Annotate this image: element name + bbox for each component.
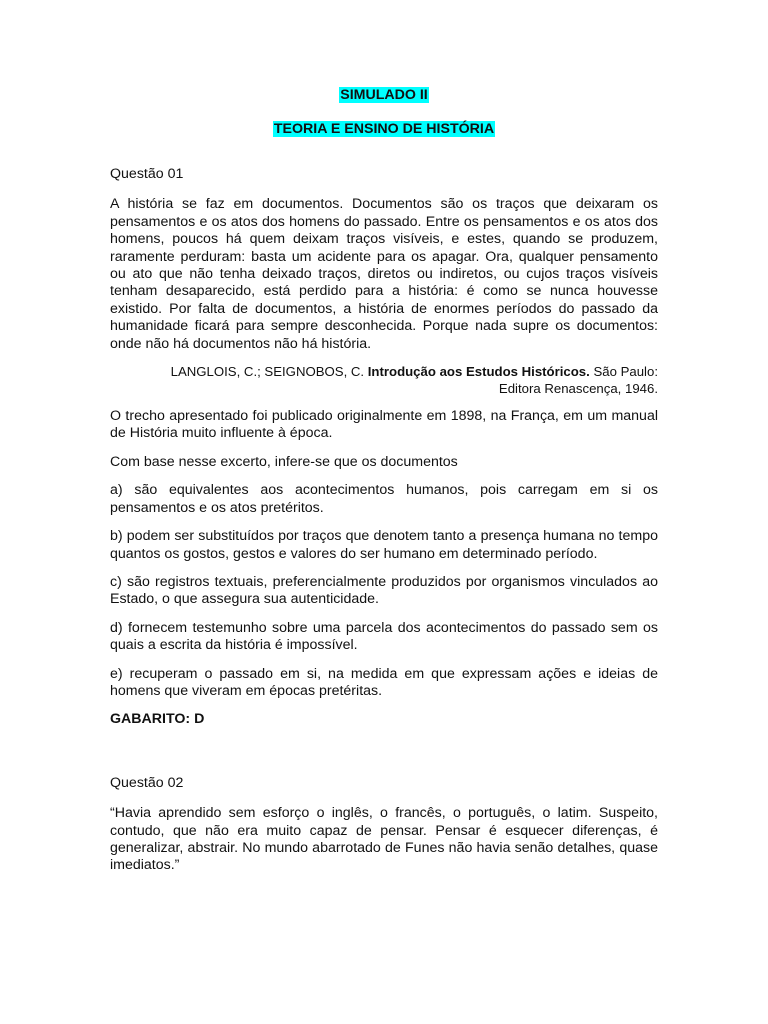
option-c: c) são registros textuais, preferencialmente produzidos por organismos vinculados ao Estado, o que assegura sua autenticidade.	[110, 573, 658, 608]
option-e: e) recuperam o passado em si, na medida em que expressam ações e ideias de homens que viveram em épocas pretéritas.	[110, 665, 658, 699]
document-page	[110, 86, 658, 875]
citation-work-title: Introdução aos Estudos Históricos.	[367, 364, 590, 380]
citation-authors: LANGLOIS, C.; SEIGNOBOS, C.	[170, 364, 365, 380]
option-b: b) podem ser substituídos por traços que denotem tanto a presença humana no tempo quantos os gostos, gestos e valores do ser humano em determinado período.	[110, 528, 658, 562]
question-01-context: O trecho apresentado foi publicado originalmente em 1898, na França, em um manual de História muito influente à época.	[110, 408, 658, 442]
question-02-passage: “Havia aprendido sem esforço o inglês, o francês, o português, o latim. Suspeito, contudo, que não era muito capaz de pensar. Pensar é esquecer diferenças, é generalizar, abstrair. No mundo abarrotado de Funes não havia senão detalhes, quase imediatos.”	[110, 805, 658, 874]
title-highlight: SIMULADO II	[340, 87, 428, 103]
question-02-label: Questão 02	[110, 774, 184, 791]
subtitle-highlight: TEORIA E ENSINO DE HISTÓRIA	[273, 121, 495, 137]
citation-line-1	[110, 363, 658, 380]
option-d: d) fornecem testemunho sobre uma parcela dos acontecimentos do passado sem os quais a escrita da história é impossível.	[110, 619, 658, 654]
question-01-passage: A história se faz em documentos. Documentos são os traços que deixaram os pensamentos e os atos dos homens do passado. Entre os pensamentos e os atos dos homens, poucos há quem deixam traços visíveis, e estes, quando se produzem, raramente perduram: basta um acidente para os apagar. Ora, qualquer pensamento ou ato que não tenha deixado traços, diretos ou indiretos, ou cujos traços visíveis tenham desaparecido, está perdido para a história: é como se nunca houvesse existido. Por falta de documentos, a história de enormes períodos do passado da humanidade ficará para sempre desconhecida. Porque nada supre os documentos: onde não há documentos não há história.	[110, 196, 658, 352]
question-01-citation	[110, 363, 658, 397]
document-subtitle	[110, 120, 658, 138]
question-01-answer-key: GABARITO: D	[110, 711, 205, 728]
citation-publisher-city: São Paulo:	[593, 364, 658, 380]
question-01-label: Questão 01	[110, 166, 184, 182]
option-a: a) são equivalentes aos acontecimentos humanos, pois carregam em si os pensamentos e os atos pretéritos.	[110, 482, 658, 516]
question-01-stem: Com base nesse excerto, infere-se que os documentos	[110, 453, 458, 470]
document-title	[110, 86, 658, 104]
citation-line-2: Editora Renascença, 1946.	[498, 381, 658, 397]
